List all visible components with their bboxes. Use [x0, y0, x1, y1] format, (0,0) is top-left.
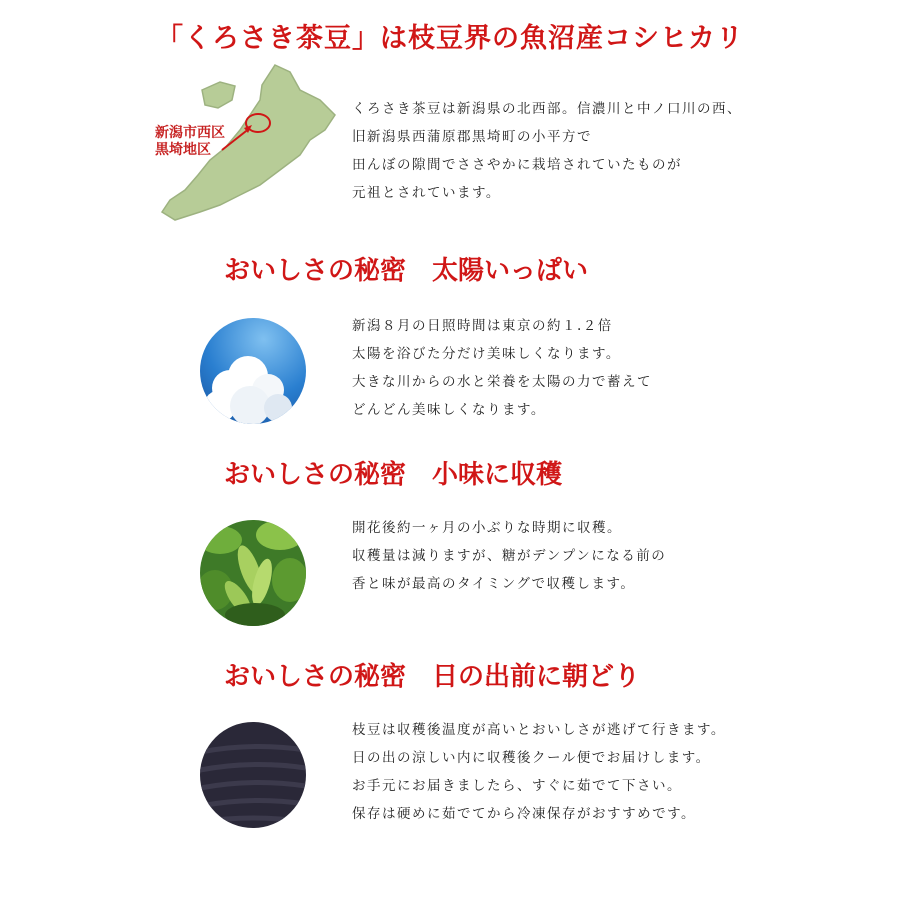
map-label — [155, 125, 225, 159]
intro-line: くろさき茶豆は新潟県の北西部。信濃川と中ノ口川の西、 — [352, 101, 742, 117]
morning-line: 日の出の涼しい内に収穫後クール便でお届けします。 — [352, 750, 711, 766]
intro-paragraph — [352, 95, 742, 207]
map-label-line2: 黒埼地区 — [155, 142, 211, 158]
intro-line: 田んぼの隙間でささやかに栽培されていたものが — [352, 157, 682, 173]
page-title: 「くろさき茶豆」は枝豆界の魚沼産コシヒカリ — [156, 23, 744, 54]
morning-line: 枝豆は収穫後温度が高いとおいしさが逃げて行きます。 — [352, 722, 726, 738]
intro-line: 旧新潟県西蒲原郡黒埼町の小平方で — [352, 129, 592, 145]
morning-line: お手元にお届きましたら、すぐに茹でて下さい。 — [352, 778, 682, 794]
sun-line: 新潟８月の日照時間は東京の約１.２倍 — [352, 318, 613, 334]
intro-line: 元祖とされています。 — [352, 185, 501, 201]
morning-line: 保存は硬めに茹でてから冷凍保存がおすすめです。 — [352, 806, 697, 822]
sun-line: どんどん美味しくなります。 — [352, 402, 546, 418]
sun-line: 大きな川からの水と栄養を太陽の力で蓄えて — [352, 374, 652, 390]
section-heading-sun: おいしさの秘密 太陽いっぱい — [224, 256, 589, 286]
harvest-line: 開花後約一ヶ月の小ぶりな時期に収穫。 — [352, 520, 622, 536]
sky-cloud-image — [200, 318, 306, 424]
edamame-plant-image — [200, 520, 306, 626]
sun-line: 太陽を浴びた分だけ美味しくなります。 — [352, 346, 621, 362]
harvest-line: 香と味が最高のタイミングで収穫します。 — [352, 576, 636, 592]
sun-paragraph — [352, 312, 652, 424]
map-label-line1: 新潟市西区 — [155, 125, 225, 141]
morning-paragraph — [352, 716, 726, 828]
section-heading-harvest: おいしさの秘密 小味に収穫 — [224, 460, 563, 490]
harvest-line: 収穫量は減りますが、糖がデンプンになる前の — [352, 548, 667, 564]
dark-field-image — [200, 722, 306, 828]
harvest-paragraph — [352, 514, 666, 598]
section-heading-morning: おいしさの秘密 日の出前に朝どり — [224, 662, 641, 692]
